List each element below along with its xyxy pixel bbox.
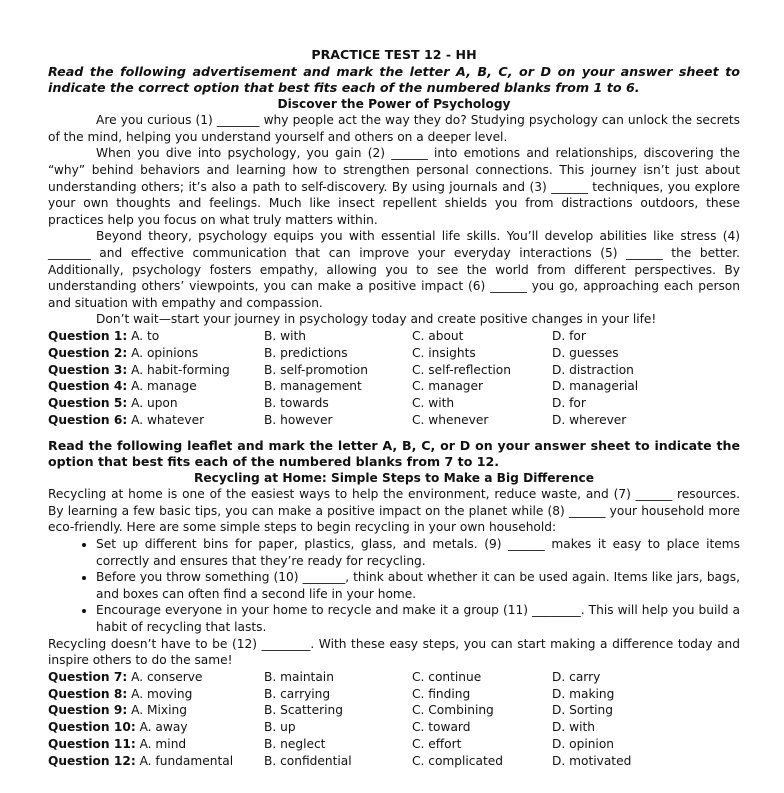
option-a-cell [48, 345, 264, 362]
question-row [48, 345, 740, 362]
question-row [48, 395, 740, 412]
option-a-cell [48, 686, 264, 703]
option-b: B. maintain [264, 669, 334, 684]
part1-paragraph: When you dive into psychology, you gain (2) ______ into emotions and relationships, discovering the “why” behind behaviors and learning how to strengthen personal connections. This journey isn’t just about understanding others; it’s also a path to self-discovery. By using journals and (3) ______ techniques, you explore your own thoughts and feelings. Much like insect repellent shields you from distractions outdoors, these practices help you focus on what truly matters within. [48, 146, 740, 227]
part1-paragraph: Don’t wait—start your journey in psychology today and create positive changes in your life! [96, 312, 657, 327]
option-a: A. whatever [131, 412, 205, 427]
part2-instruction: Read the following leaflet and mark the letter A, B, C, or D on your answer sheet to indicate the option that best fits each of the numbered blanks from 7 to 12. [48, 437, 740, 469]
question-label: Question 7: [48, 669, 128, 684]
option-a: A. away [139, 720, 188, 735]
option-a: A. Mixing [131, 703, 187, 718]
option-b: B. self-promotion [264, 362, 368, 377]
part2-bullet-list [48, 536, 740, 636]
question-label: Question 11: [48, 737, 136, 751]
option-c: C. self-reflection [412, 362, 511, 377]
option-a: A. manage [131, 379, 197, 394]
question-row [48, 686, 740, 703]
option-a-cell [48, 328, 264, 345]
part2-questions [48, 669, 740, 770]
option-a: A. moving [131, 686, 193, 701]
option-c: C. finding [412, 686, 471, 701]
option-a-cell [48, 362, 264, 379]
option-d: D. wherever [552, 412, 627, 427]
option-c: C. effort [412, 737, 462, 751]
option-b: B. management [264, 379, 362, 394]
option-a-cell [48, 669, 264, 686]
question-label: Question 5: [48, 396, 128, 411]
option-b: B. confidential [264, 753, 352, 768]
option-b: B. carrying [264, 686, 331, 701]
question-label: Question 2: [48, 345, 128, 360]
option-a: A. mind [139, 737, 187, 751]
option-a: A. habit-forming [131, 362, 230, 377]
option-c: C. toward [412, 720, 471, 735]
option-a-cell [48, 378, 264, 395]
question-label: Question 3: [48, 362, 128, 377]
option-c: C. continue [412, 669, 482, 684]
part1-heading: Discover the Power of Psychology [277, 96, 511, 111]
option-d: D. motivated [552, 753, 632, 768]
option-a-cell [48, 736, 264, 753]
option-d: D. Sorting [552, 703, 613, 718]
option-c: C. with [412, 396, 455, 411]
question-label: Question 1: [48, 328, 128, 343]
question-label: Question 4: [48, 379, 128, 394]
bullet-item: • Encourage everyone in your home to recycle and make it a group (11) ________. This will help you build a habit of recycling that lasts. [96, 602, 740, 635]
question-row [48, 328, 740, 345]
option-c: C. about [412, 328, 464, 343]
question-row [48, 412, 740, 429]
question-row [48, 753, 740, 770]
option-b: B. towards [264, 396, 329, 411]
option-a: A. conserve [131, 669, 203, 684]
option-c: C. insights [412, 345, 476, 360]
option-d: D. for [552, 328, 586, 343]
bullet-item: • Before you throw something (10) _______, think about whether it can be used again. Items like jars, bags, and boxes can often find a second life in your home. [96, 569, 740, 602]
bullet-item: • Set up different bins for paper, plastics, glass, and metals. (9) ______ makes it easy to place items correctly and ensures that they’re ready for recycling. [96, 536, 740, 569]
option-b: B. however [264, 412, 333, 427]
option-a: A. upon [131, 396, 178, 411]
question-label: Question 6: [48, 412, 128, 427]
option-b: B. up [264, 720, 296, 735]
option-a: A. to [131, 328, 160, 343]
option-a-cell [48, 719, 264, 736]
question-row [48, 702, 740, 719]
part1-questions [48, 328, 740, 429]
page-title: PRACTICE TEST 12 - HH [311, 47, 477, 62]
option-d: D. with [552, 720, 595, 735]
option-a: A. fundamental [139, 753, 234, 768]
question-row [48, 736, 740, 753]
part2-outro: Recycling doesn’t have to be (12) ________. With these easy steps, you can start making a difference today and inspire others to do the same! [48, 636, 740, 668]
option-d: D. carry [552, 669, 601, 684]
question-label: Question 8: [48, 686, 128, 701]
option-a: A. opinions [131, 345, 199, 360]
question-label: Question 12: [48, 753, 136, 768]
option-c: C. complicated [412, 753, 503, 768]
option-b: B. predictions [264, 345, 348, 360]
option-a-cell [48, 412, 264, 429]
option-d: D. guesses [552, 345, 619, 360]
part2-heading: Recycling at Home: Simple Steps to Make a Big Difference [193, 470, 594, 485]
option-c: C. Combining [412, 703, 494, 718]
question-label: Question 10: [48, 720, 136, 735]
option-a-cell [48, 395, 264, 412]
part1-paragraph: Beyond theory, psychology equips you with essential life skills. You’ll develop abilities like stress (4) _______ and effective communication that can improve your everyday interactions (5) ______ the better. Additionally, psychology fosters empathy, allowing you to see the world from different perspectives. By understanding others’ viewpoints, you can make a positive impact (6) ______ you go, approaching each person and situation with empathy and compassion. [48, 229, 740, 310]
part1-instruction: Read the following advertisement and mark the letter A, B, C, or D on your answer sheet to indicate the correct option that best fits each of the numbered blanks from 1 to 6. [48, 63, 740, 95]
question-row [48, 669, 740, 686]
option-b: B. Scattering [264, 703, 343, 718]
option-d: D. distraction [552, 362, 634, 377]
option-b: B. with [264, 328, 306, 343]
question-row [48, 378, 740, 395]
option-c: C. whenever [412, 412, 489, 427]
part2-intro: Recycling at home is one of the easiest ways to help the environment, reduce waste, and (7) ______ resources. By learning a few basic tips, you can make a positive impact on the planet while (8) ______ your household more eco-friendly. Here are some simple steps to begin recycling in your own household: [48, 487, 740, 535]
option-d: D. making [552, 686, 615, 701]
question-label: Question 9: [48, 703, 128, 718]
part1-paragraph: Are you curious (1) _______ why people act the way they do? Studying psychology can unlock the secrets of the mind, helping you understand yourself and others on a deeper level. [48, 113, 740, 144]
option-a-cell [48, 753, 264, 770]
question-row [48, 719, 740, 736]
question-row [48, 362, 740, 379]
option-d: D. managerial [552, 379, 639, 394]
option-b: B. neglect [264, 737, 326, 751]
option-c: C. manager [412, 379, 484, 394]
option-a-cell [48, 702, 264, 719]
option-d: D. opinion [552, 737, 615, 751]
option-d: D. for [552, 396, 586, 411]
